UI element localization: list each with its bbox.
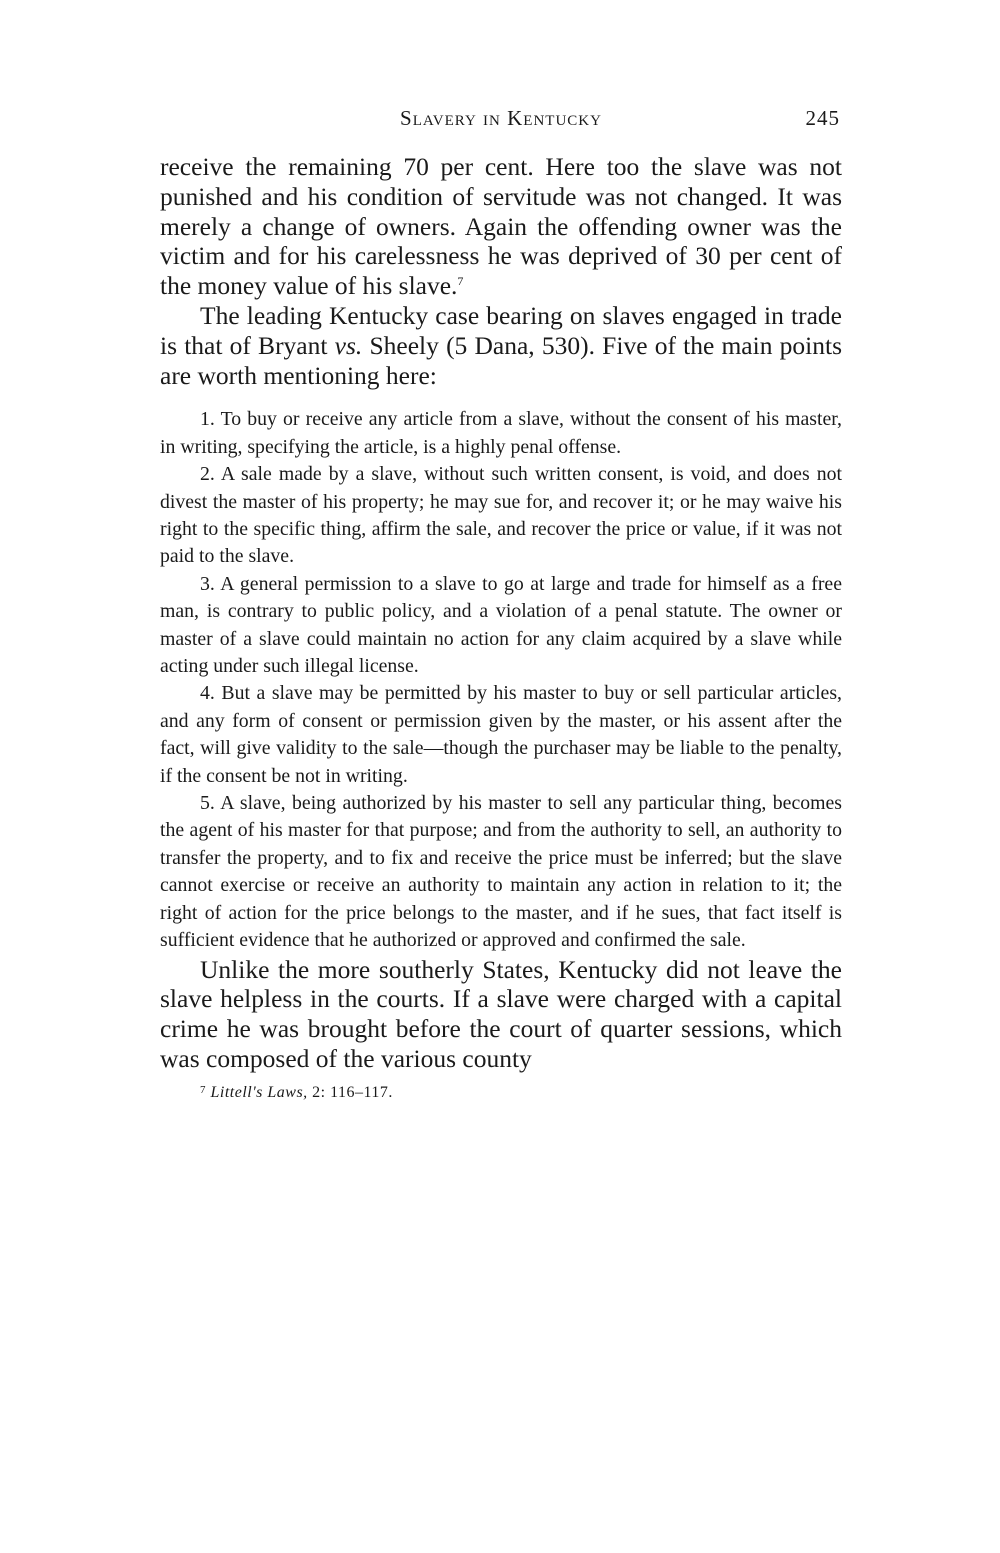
footnote-reference: 7 [457, 274, 464, 289]
point-number: 5. [200, 792, 215, 815]
running-head [160, 100, 842, 134]
point-text: But a slave may be permitted by his master to buy or sell particular articles, and any form of consent or permission given by the master, or his assent after the fact, will give validity to the sale—though the purchaser may be liable to the penalty, if the consent be not in writing. [160, 682, 842, 787]
point-number: 1. [200, 408, 215, 431]
point-number: 2. [200, 463, 215, 486]
point-text: A sale made by a slave, without such written consent, is void, and does not divest the master of his property; he may sue for, and recover it; or he may waive his right to the specific thing, affirm the sale, and recover the price or value, if it was not paid to the slave. [160, 463, 842, 568]
point-number: 3. [200, 572, 215, 595]
quoted-point [160, 680, 842, 790]
footnote-marker: 7 [200, 1083, 206, 1096]
book-page [160, 100, 842, 1103]
quoted-point [160, 790, 842, 954]
footnote [160, 1080, 842, 1103]
paragraph-1 [160, 152, 842, 301]
paragraph-2-text-a: The leading Kentucky case bearing on slaves engaged in trade is that of Bryant [160, 300, 842, 360]
paragraph-1-text: receive the remaining 70 per cent. Here too the slave was not punished and his condition of servitude was not changed. It was merely a change of owners. Again the offending owner was the victim and for his carelessness he was deprived of 30 per cent of the money value of his slave. [160, 152, 842, 301]
footnote-source: Littell's Laws, [210, 1083, 308, 1101]
point-text: A slave, being authorized by his master to sell any particular thing, becomes the agent of his master for that purpose; and from the authority to sell, an authority to transfer the property, and to fix and receive the price must be inferred; but the slave cannot exercise or receive an authority to maintain any action in relation to it; the right of action for the price belongs to the master, and if he sues, that fact itself is sufficient evidence that he authorized or approved and confirmed the sale. [160, 792, 842, 952]
point-text: A general permission to a slave to go at large and trade for himself as a free man, is contrary to public policy, and a violation of a penal statute. The owner or master of a slave could maintain no action for any claim acquired by a slave while acting under such illegal license. [160, 572, 842, 678]
quoted-point [160, 461, 842, 571]
paragraph-2-text-b: Sheely (5 Dana, 530). Five of the main points are worth mentioning here: [160, 330, 842, 390]
quoted-point [160, 406, 842, 461]
running-title: Slavery in Kentucky [400, 106, 602, 130]
footnote-citation: 2: 116–117. [307, 1083, 393, 1101]
case-vs: vs. [334, 330, 363, 360]
point-text: To buy or receive any article from a slave, without the consent of his master, in writing, specifying the article, is a highly penal offense. [160, 408, 842, 458]
quoted-point [160, 571, 842, 681]
paragraph-2 [160, 301, 842, 390]
closing-paragraph: Unlike the more southerly States, Kentucky did not leave the slave helpless in the courts. If a slave were charged with a capital crime he was brought before the court of quarter sessions, which was composed of the various county [160, 954, 842, 1073]
page-number: 245 [805, 106, 840, 130]
point-number: 4. [200, 682, 215, 705]
quoted-points [160, 406, 842, 954]
